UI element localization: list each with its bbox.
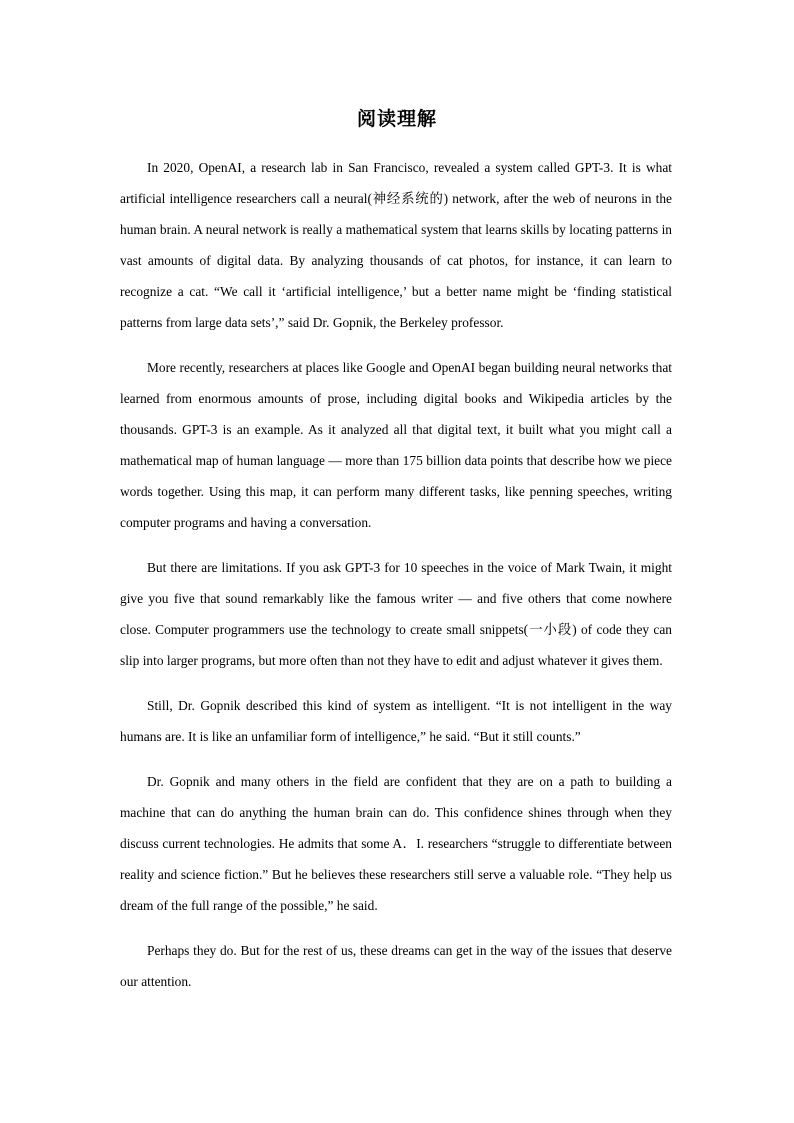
- article-body: [120, 152, 672, 1011]
- paragraph: More recently, researchers at places like Google and OpenAI began building neural networks that learned from enormous amounts of prose, including digital books and Wikipedia articles by the thousands. GPT-3 is an example. As it analyzed all that digital text, it built what you might call a mathematical map of human language — more than 175 billion data points that describe how we piece words together. Using this map, it can perform many different tasks, like penning speeches, writing computer programs and having a conversation.: [120, 360, 672, 530]
- paragraph: But there are limitations. If you ask GPT-3 for 10 speeches in the voice of Mark Twain, it might give you five that sound remarkably like the famous writer — and five others that come nowhere close. Computer programmers use the technology to create small snippets(一小段) of code they can slip into larger programs, but more often than not they have to edit and adjust whatever it gives them.: [120, 560, 672, 668]
- document-title: 阅读理解: [356, 108, 437, 130]
- paragraph: Still, Dr. Gopnik described this kind of system as intelligent. “It is not intelligent in the way humans are. It is like an unfamiliar form of intelligence,” he said. “But it still counts.”: [120, 698, 672, 744]
- paragraph: Perhaps they do. But for the rest of us, these dreams can get in the way of the issues that deserve our attention.: [120, 943, 672, 989]
- paragraph: Dr. Gopnik and many others in the field are confident that they are on a path to building a machine that can do anything the human brain can do. This confidence shines through when they discuss current technologies. He admits that some A．I. researchers “struggle to differentiate between reality and science fiction.” But he believes these researchers still serve a valuable role. “They help us dream of the full range of the possible,” he said.: [120, 774, 672, 913]
- paragraph: In 2020, OpenAI, a research lab in San Francisco, revealed a system called GPT-3. It is what artificial intelligence researchers call a neural(神经系统的) network, after the web of neurons in the human brain. A neural network is really a mathematical system that learns skills by locating patterns in vast amounts of digital data. By analyzing thousands of cat photos, for instance, it can learn to recognize a cat. “We call it ‘artificial intelligence,’ but a better name might be ‘finding statistical patterns from large data sets’,” said Dr. Gopnik, the Berkeley professor.: [120, 160, 672, 330]
